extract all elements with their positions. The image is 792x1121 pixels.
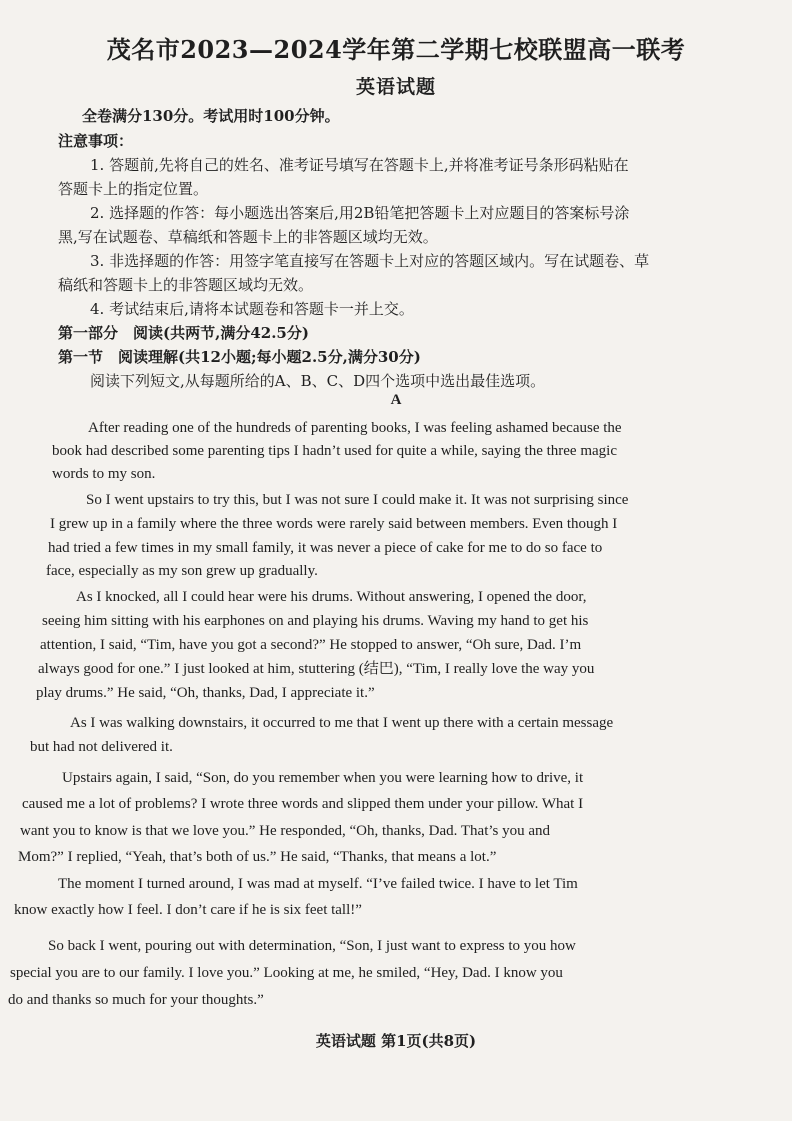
passage-line: special you are to our family. I love you.” Looking at me, he smiled, “Hey, Dad. I know you — [10, 965, 563, 981]
passage-label: A — [390, 392, 402, 408]
page-footer: 英语试题 第1页(共8页) — [315, 1032, 477, 1050]
passage-line: As I was walking downstairs, it occurred to me that I went up there with a certain message — [70, 715, 614, 731]
passage-line: As I knocked, all I could hear were his drums. Without answering, I opened the door, — [76, 589, 587, 605]
score-time-line: 全卷满分130分。考试用时100分钟。 — [82, 107, 340, 125]
passage-line: Upstairs again, I said, “Son, do you remember when you were learning how to drive, it — [62, 770, 584, 786]
note-line: 3. 非选择题的作答：用签字笔直接写在答题卡上对应的答题区域内。写在试题卷、草 — [90, 252, 650, 270]
passage-line: book had described some parenting tips I hadn’t used for quite a while, saying the three magic — [52, 443, 617, 459]
passage-line: So I went upstairs to try this, but I was not sure I could make it. It was not surprising since — [86, 492, 629, 508]
part-heading: 第一部分 阅读(共两节,满分42.5分) — [58, 324, 309, 342]
passage-line: had tried a few times in my small family, it was never a piece of cake for me to do so face to — [48, 540, 603, 556]
passage-line: always good for one.” I just looked at him, stuttering (结巴), “Tim, I really love the way you — [38, 661, 595, 677]
passage-line: seeing him sitting with his earphones on and playing his drums. Waving my hand to get his — [42, 613, 589, 629]
passage-line: do and thanks so much for your thoughts.” — [8, 992, 264, 1008]
passage-line: Mom?” I replied, “Yeah, that’s both of us.” He said, “Thanks, that means a lot.” — [18, 849, 497, 865]
passage-line: know exactly how I feel. I don’t care if he is six feet tall!” — [14, 902, 362, 918]
note-line: 答题卡上的指定位置。 — [58, 180, 209, 198]
passage-line: face, especially as my son grew up gradually. — [46, 563, 318, 579]
exam-subtitle: 英语试题 — [355, 76, 436, 98]
note-line: 黑,写在试题卷、草稿纸和答题卡上的非答题区域均无效。 — [58, 228, 438, 246]
note-line: 1. 答题前,先将自己的姓名、准考证号填写在答题卡上,并将准考证号条形码粘贴在 — [90, 156, 629, 174]
passage-line: but had not delivered it. — [30, 739, 173, 755]
note-line: 稿纸和答题卡上的非答题区域均无效。 — [58, 276, 314, 294]
section-heading: 第一节 阅读理解(共12小题;每小题2.5分,满分30分) — [58, 348, 421, 366]
passage-line: So back I went, pouring out with determination, “Son, I just want to express to you how — [48, 938, 576, 954]
exam-title: 茂名市2023—2024学年第二学期七校联盟高一联考 — [106, 35, 686, 64]
note-line: 2. 选择题的作答：每小题选出答案后,用2B铅笔把答题卡上对应题目的答案标号涂 — [90, 204, 630, 222]
passage-line: caused me a lot of problems? I wrote three words and slipped them under your pillow. What I — [22, 796, 584, 812]
note-line: 4. 考试结束后,请将本试题卷和答题卡一并上交。 — [90, 300, 414, 318]
passage-line: play drums.” He said, “Oh, thanks, Dad, I appreciate it.” — [36, 685, 375, 701]
section-instruction: 阅读下列短文,从每题所给的A、B、C、D四个选项中选出最佳选项。 — [90, 372, 546, 390]
notes-heading: 注意事项： — [58, 132, 134, 150]
passage-line: After reading one of the hundreds of parenting books, I was feeling ashamed because the — [88, 420, 622, 436]
passage-line: words to my son. — [52, 466, 156, 482]
passage-line: attention, I said, “Tim, have you got a second?” He stopped to answer, “Oh sure, Dad. I’m — [40, 637, 582, 653]
passage-line: I grew up in a family where the three words were rarely said between members. Even though I — [50, 516, 618, 532]
passage-line: The moment I turned around, I was mad at myself. “I’ve failed twice. I have to let Tim — [58, 876, 578, 892]
passage-line: want you to know is that we love you.” He responded, “Oh, thanks, Dad. That’s you and — [20, 823, 551, 839]
